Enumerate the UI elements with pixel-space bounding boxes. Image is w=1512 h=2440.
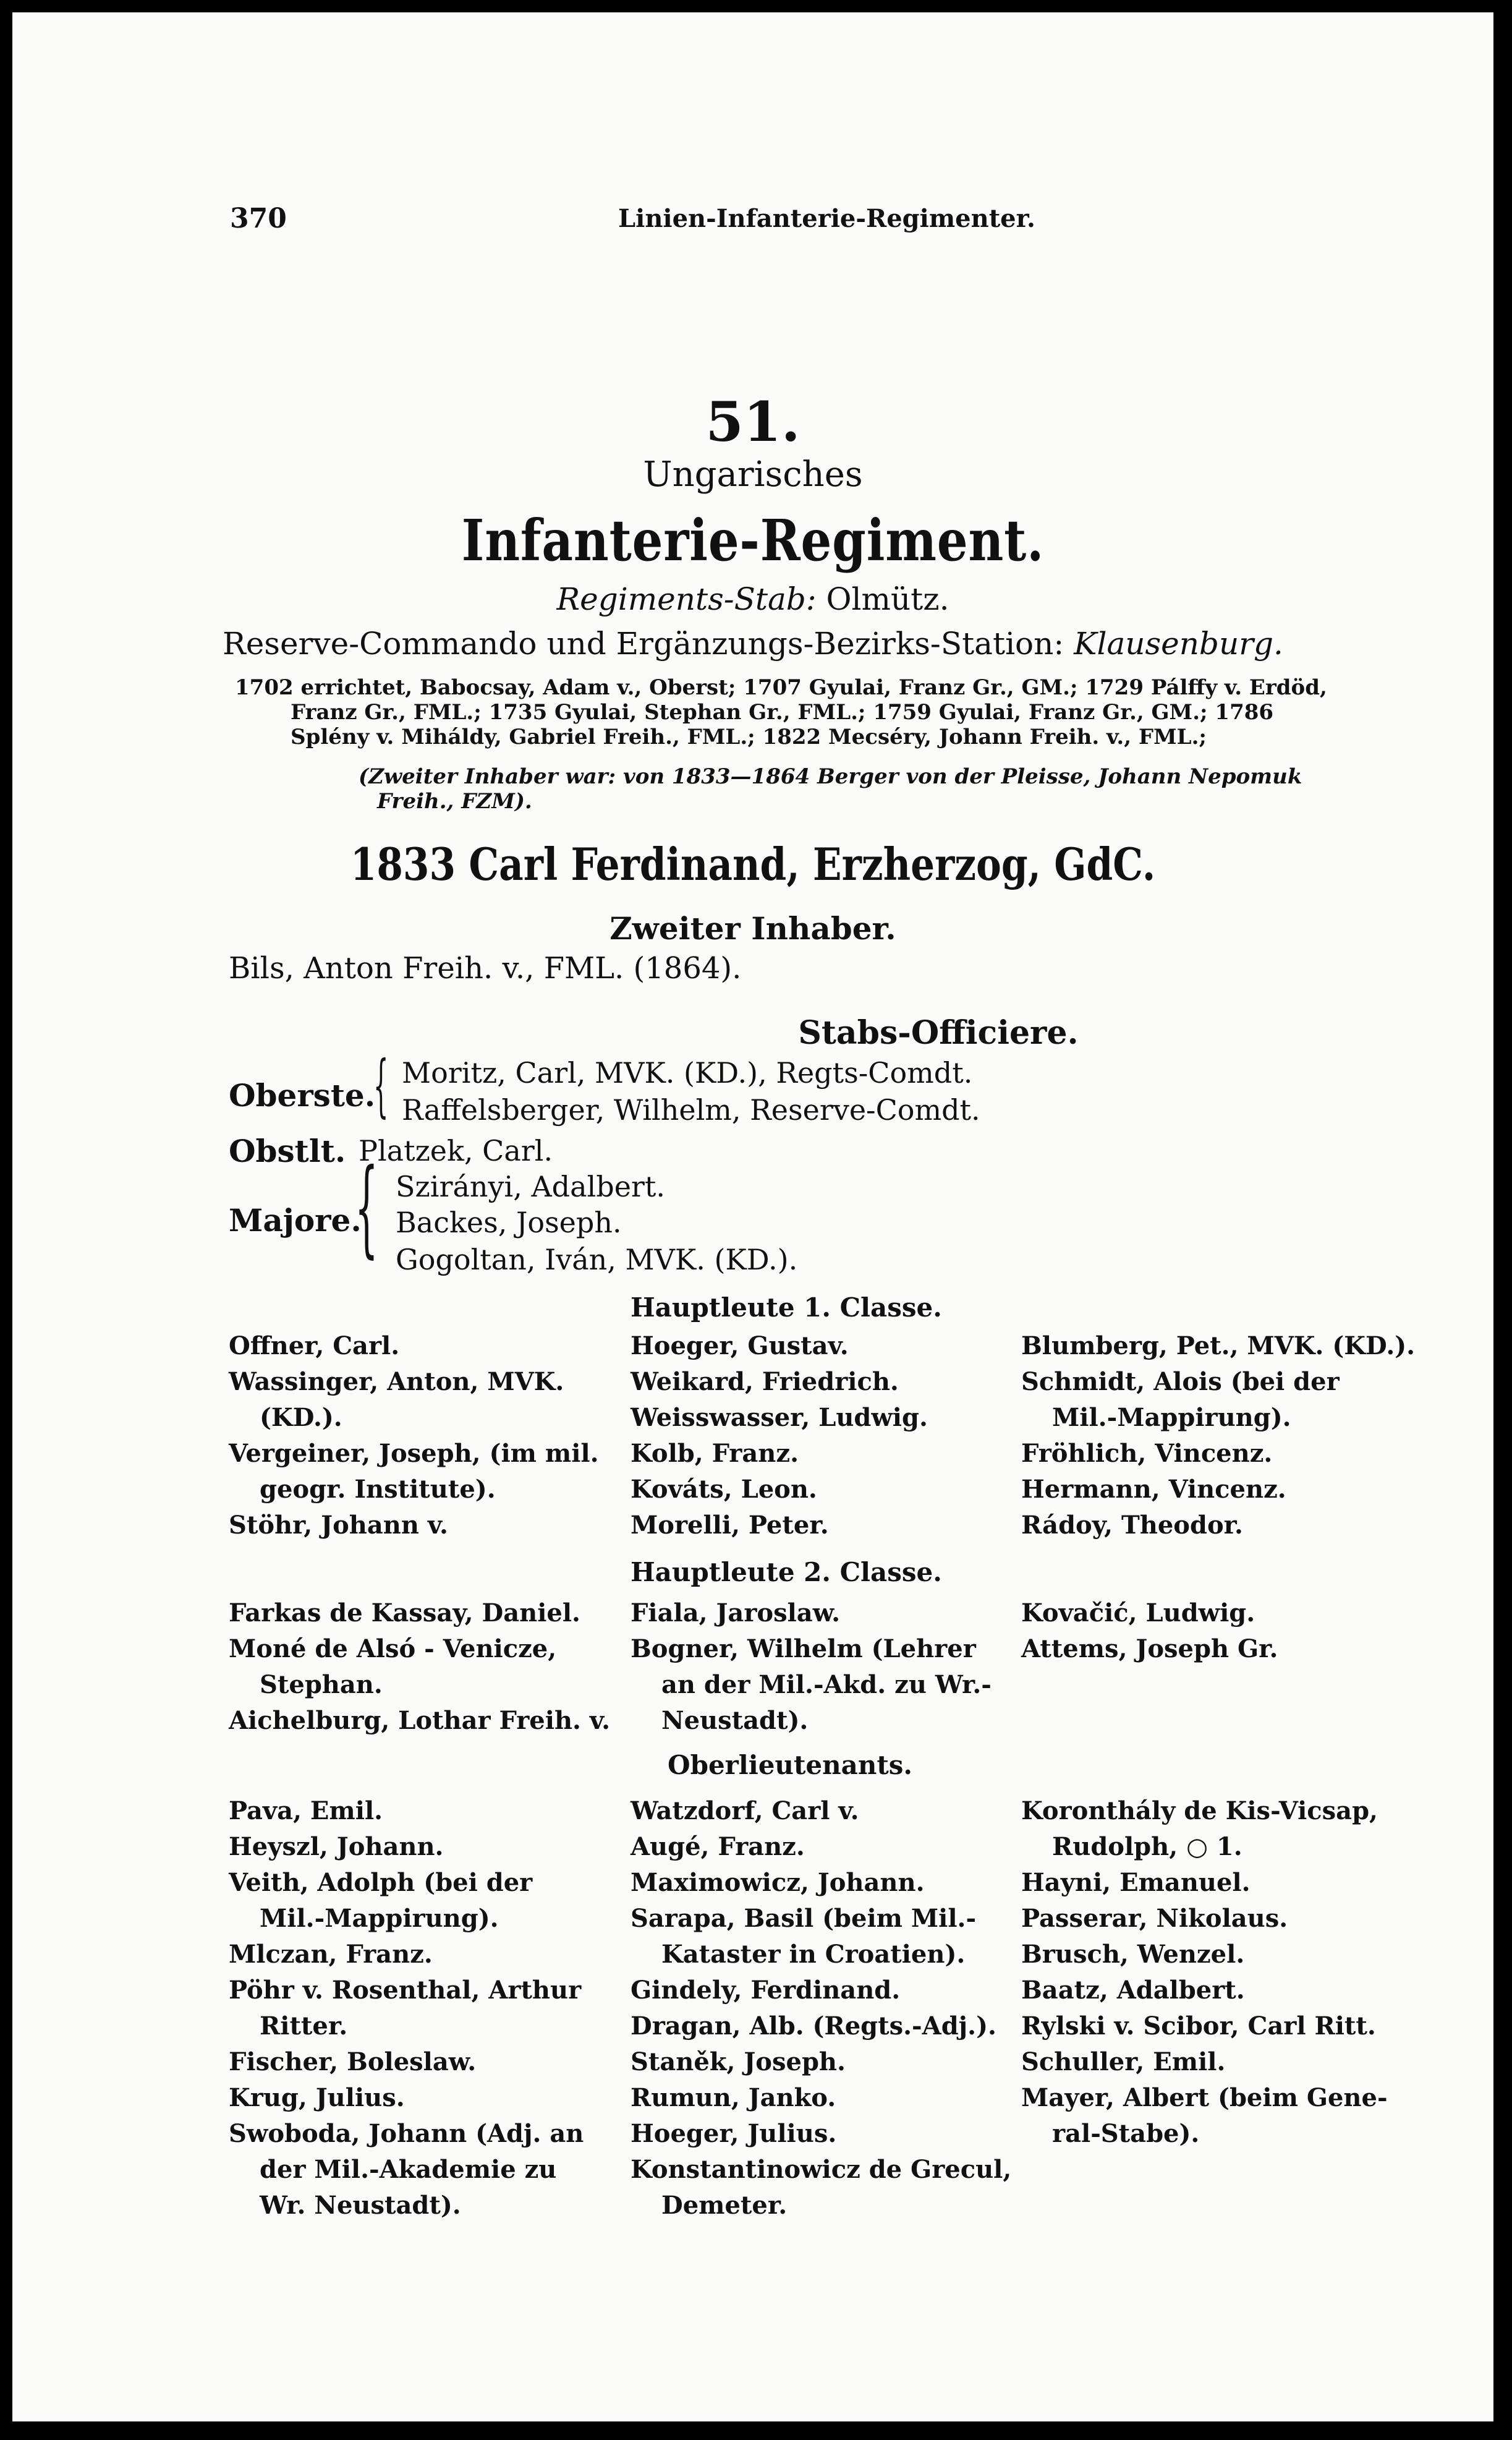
list-item: Kolb, Franz. [631, 1439, 799, 1468]
list-item: Maximowicz, Johann. [631, 1868, 925, 1897]
regiment-staff [12, 581, 1493, 617]
list-item: Veith, Adolph (bei der [229, 1868, 533, 1897]
list-item: Swoboda, Johann (Adj. an [229, 2119, 584, 2148]
major-entry: Gogoltan, Iván, MVK. (KD.). [396, 1243, 798, 1276]
list-item: Moné de Alsó - Venicze, [229, 1634, 557, 1663]
page-number: 370 [230, 203, 287, 234]
list-item: Dragan, Alb. (Regts.-Adj.). [631, 2011, 996, 2041]
hauptleute1-col2 [631, 1328, 928, 1543]
list-item: Schuller, Emil. [1021, 2047, 1226, 2076]
list-item: Farkas de Kassay, Daniel. [229, 1598, 580, 1627]
list-item: Mayer, Albert (beim Gene- [1021, 2083, 1388, 2112]
hauptleute2-col2 [631, 1595, 992, 1739]
hauptleute1-col1 [229, 1328, 599, 1543]
list-item: Neustadt). [661, 1706, 809, 1735]
list-item: Aichelburg, Lothar Freih. v. [229, 1706, 611, 1735]
brace-icon: { [373, 1046, 389, 1125]
history-note-line: (Zweiter Inhaber war: von 1833—1864 Berger von der Pleisse, Johann Nepomuk [359, 764, 1302, 789]
list-item: Fiala, Jaroslaw. [631, 1598, 841, 1627]
list-item: (KD.). [260, 1403, 342, 1432]
list-item: Brusch, Wenzel. [1021, 1940, 1245, 1969]
oberlieutenants-col3 [1021, 1793, 1388, 2152]
list-item: Fröhlich, Vincenz. [1021, 1439, 1273, 1468]
list-item: Weisswasser, Ludwig. [631, 1403, 928, 1432]
list-item: Baatz, Adalbert. [1021, 1976, 1245, 2005]
list-item: Pöhr v. Rosenthal, Arthur [229, 1976, 582, 2005]
list-item: Stöhr, Johann v. [229, 1511, 448, 1540]
obstlt-entry: Platzek, Carl. [359, 1134, 553, 1167]
list-item: ral-Stabe). [1052, 2119, 1200, 2148]
list-item: Demeter. [661, 2191, 788, 2220]
list-item: Krug, Julius. [229, 2083, 405, 2112]
list-item: Hermann, Vincenz. [1021, 1475, 1286, 1504]
list-item: Offner, Carl. [229, 1331, 400, 1360]
oberst-entry: Raffelsberger, Wilhelm, Reserve-Comdt. [402, 1093, 980, 1127]
list-item: Augé, Franz. [631, 1832, 805, 1861]
reserve-station [12, 626, 1493, 662]
second-inhaber-title: Zweiter Inhaber. [609, 910, 896, 947]
list-item: Rádoy, Theodor. [1021, 1511, 1243, 1540]
brace-icon: { [355, 1146, 378, 1269]
list-item: der Mil.-Akademie zu [260, 2155, 557, 2184]
hauptleute2-col1 [229, 1595, 610, 1739]
list-item: Hayni, Emanuel. [1021, 1868, 1251, 1897]
list-item: Wr. Neustadt). [260, 2191, 461, 2220]
hauptleute2-heading: Hauptleute 2. Classe. [631, 1557, 942, 1587]
major-entry: Szirányi, Adalbert. [396, 1170, 666, 1203]
list-item: Rylski v. Scibor, Carl Ritt. [1021, 2011, 1376, 2041]
list-item: Mlczan, Franz. [229, 1940, 433, 1969]
list-item: Kovačić, Ludwig. [1021, 1598, 1255, 1627]
list-item: Schmidt, Alois (bei der [1021, 1367, 1340, 1396]
second-inhaber-owner: Bils, Anton Freih. v., FML. (1864). [229, 951, 742, 986]
list-item: Rudolph, ○ 1. [1052, 1832, 1242, 1861]
list-item: Weikard, Friedrich. [631, 1367, 899, 1396]
reserve-city: Klausenburg. [1074, 626, 1283, 662]
oberst-entry: Moritz, Carl, MVK. (KD.), Regts-Comdt. [402, 1056, 973, 1090]
hauptleute1-heading: Hauptleute 1. Classe. [631, 1292, 942, 1323]
list-item: Gindely, Ferdinand. [631, 1976, 901, 2005]
regiment-type: Infanterie-Regiment. [461, 507, 1045, 574]
list-item: an der Mil.-Akd. zu Wr.- [661, 1670, 992, 1699]
list-item: Pava, Emil. [229, 1796, 383, 1825]
list-item: Rumun, Janko. [631, 2083, 836, 2112]
regiment-nationality: Ungarisches [643, 454, 863, 495]
list-item: Hoeger, Julius. [631, 2119, 837, 2148]
staff-city: Olmütz. [826, 581, 949, 617]
list-item: Watzdorf, Carl v. [631, 1796, 859, 1825]
regiment-number: 51. [705, 390, 801, 454]
running-title: Linien-Infanterie-Regimenter. [618, 204, 1035, 233]
list-item: geogr. Institute). [260, 1475, 496, 1504]
hauptleute1-col3 [1021, 1328, 1415, 1543]
list-item: Heyszl, Johann. [229, 1832, 444, 1861]
history-block [235, 675, 1397, 814]
stabs-heading: Stabs-Officiere. [798, 1014, 1079, 1052]
hauptleute2-col3 [1021, 1595, 1278, 1667]
list-item: Stephan. [260, 1670, 383, 1699]
oberste-label: Oberste. [229, 1077, 376, 1114]
obstlt-label: Obstlt. [229, 1133, 346, 1169]
oberlieutenants-col2 [631, 1793, 1011, 2224]
list-item: Hoeger, Gustav. [631, 1331, 849, 1360]
list-item: Mil.-Mappirung). [1052, 1403, 1291, 1432]
list-item: Wassinger, Anton, MVK. [229, 1367, 564, 1396]
list-item: Passerar, Nikolaus. [1021, 1904, 1288, 1933]
oberlieutenants-heading: Oberlieutenants. [668, 1750, 913, 1780]
majore-label: Majore. [229, 1202, 362, 1239]
list-item: Ritter. [260, 2011, 348, 2041]
list-item: Mil.-Mappirung). [260, 1904, 499, 1933]
history-line: Splény v. Miháldy, Gabriel Freih., FML.; 1822 Mecséry, Johann Freih. v., FML.; [291, 725, 1207, 749]
list-item: Morelli, Peter. [631, 1511, 829, 1540]
book-page [12, 12, 1493, 2421]
list-item: Koronthály de Kis-Vicsap, [1021, 1796, 1378, 1825]
history-line: 1702 errichtet, Babocsay, Adam v., Oberst; 1707 Gyulai, Franz Gr., GM.; 1729 Pálffy v. Erdöd, [235, 675, 1327, 700]
list-item: Blumberg, Pet., MVK. (KD.). [1021, 1331, 1416, 1360]
history-line: Franz Gr., FML.; 1735 Gyulai, Stephan Gr., FML.; 1759 Gyulai, Franz Gr., GM.; 1786 [291, 700, 1274, 725]
oberlieutenants-col1 [229, 1793, 584, 2224]
list-item: Fischer, Boleslaw. [229, 2047, 477, 2076]
inhaber-owner: 1833 Carl Ferdinand, Erzherzog, GdC. [350, 838, 1156, 890]
list-item: Sarapa, Basil (beim Mil.- [631, 1904, 977, 1933]
list-item: Staněk, Joseph. [631, 2047, 846, 2076]
major-entry: Backes, Joseph. [396, 1206, 622, 1239]
staff-label: Regiments-Stab: [556, 581, 817, 617]
reserve-label: Reserve-Commando und Ergänzungs-Bezirks-Station: [223, 626, 1064, 662]
history-note-line: Freih., FZM). [377, 789, 532, 814]
list-item: Kataster in Croatien). [661, 1940, 966, 1969]
list-item: Konstantinowicz de Grecul, [631, 2155, 1012, 2184]
list-item: Bogner, Wilhelm (Lehrer [631, 1634, 976, 1663]
list-item: Kováts, Leon. [631, 1475, 817, 1504]
list-item: Vergeiner, Joseph, (im mil. [229, 1439, 599, 1468]
list-item: Attems, Joseph Gr. [1021, 1634, 1278, 1663]
